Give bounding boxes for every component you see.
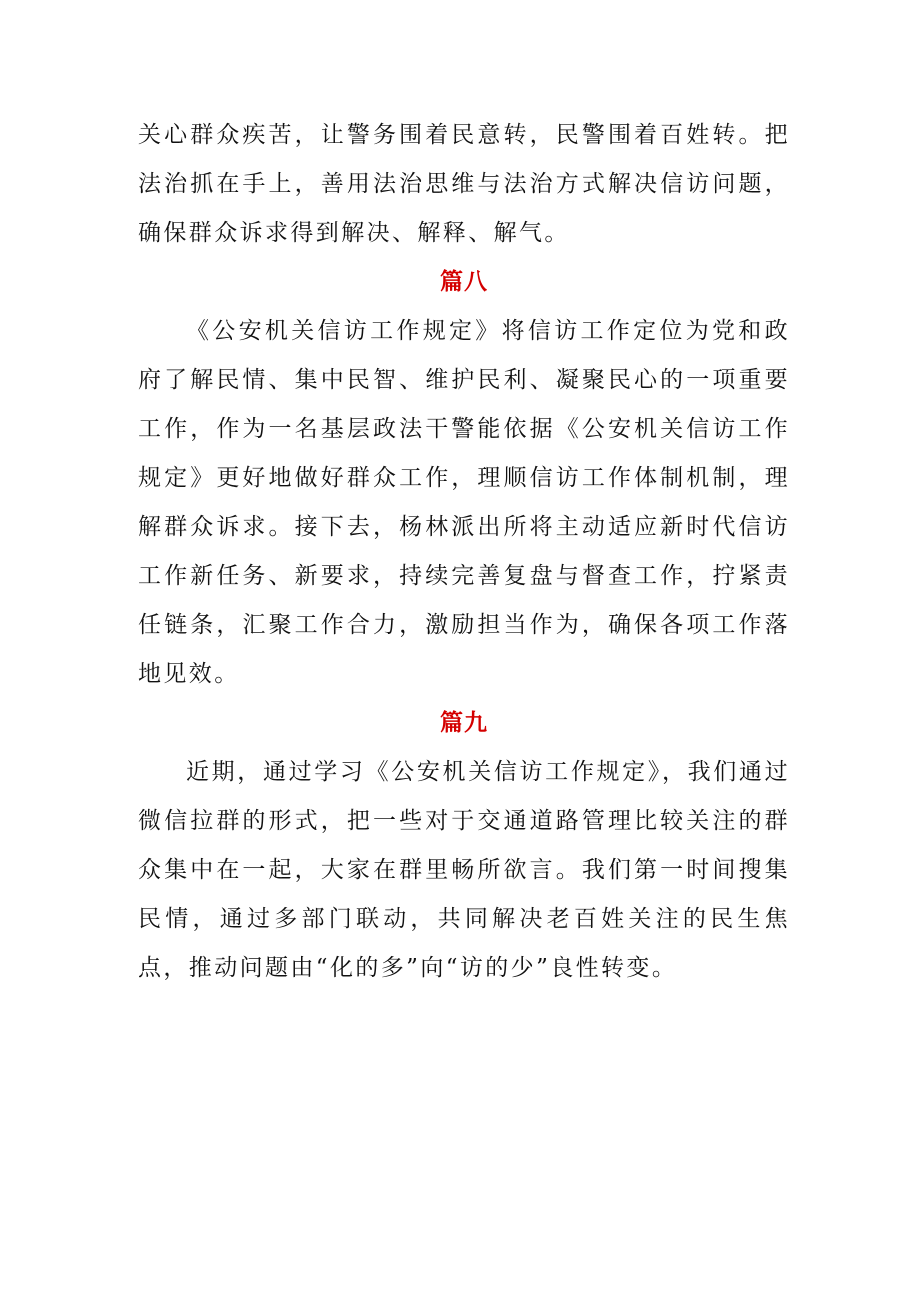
paragraph-continued: 关心群众疾苦，让警务围着民意转，民警围着百姓转。把法治抓在手上，善用法治思维与法治方式解决信访问题，确保群众诉求得到解决、解释、解气。: [138, 122, 790, 246]
section-heading-9: 篇九: [440, 710, 488, 736]
document-body: [138, 111, 790, 993]
paragraph-section-9: 近期，通过学习《公安机关信访工作规定》，我们通过微信拉群的形式，把一些对于交通道路管理比较关注的群众集中在一起，大家在群里畅所欲言。我们第一时间搜集民情，通过多部门联动，共同解决老百姓关注的民生焦点，推动问题由“化的多”向“访的少”良性转变。: [138, 759, 790, 981]
section-heading-8: 篇八: [440, 269, 488, 295]
paragraph-section-8: 《公安机关信访工作规定》将信访工作定位为党和政府了解民情、集中民智、维护民利、凝聚民心的一项重要工作，作为一名基层政法干警能依据《公安机关信访工作规定》更好地做好群众工作，理顺信访工作体制机制，理解群众诉求。接下去，杨林派出所将主动适应新时代信访工作新任务、新要求，持续完善复盘与督查工作，拧紧责任链条，汇聚工作合力，激励担当作为，确保各项工作落地见效。: [138, 318, 790, 687]
